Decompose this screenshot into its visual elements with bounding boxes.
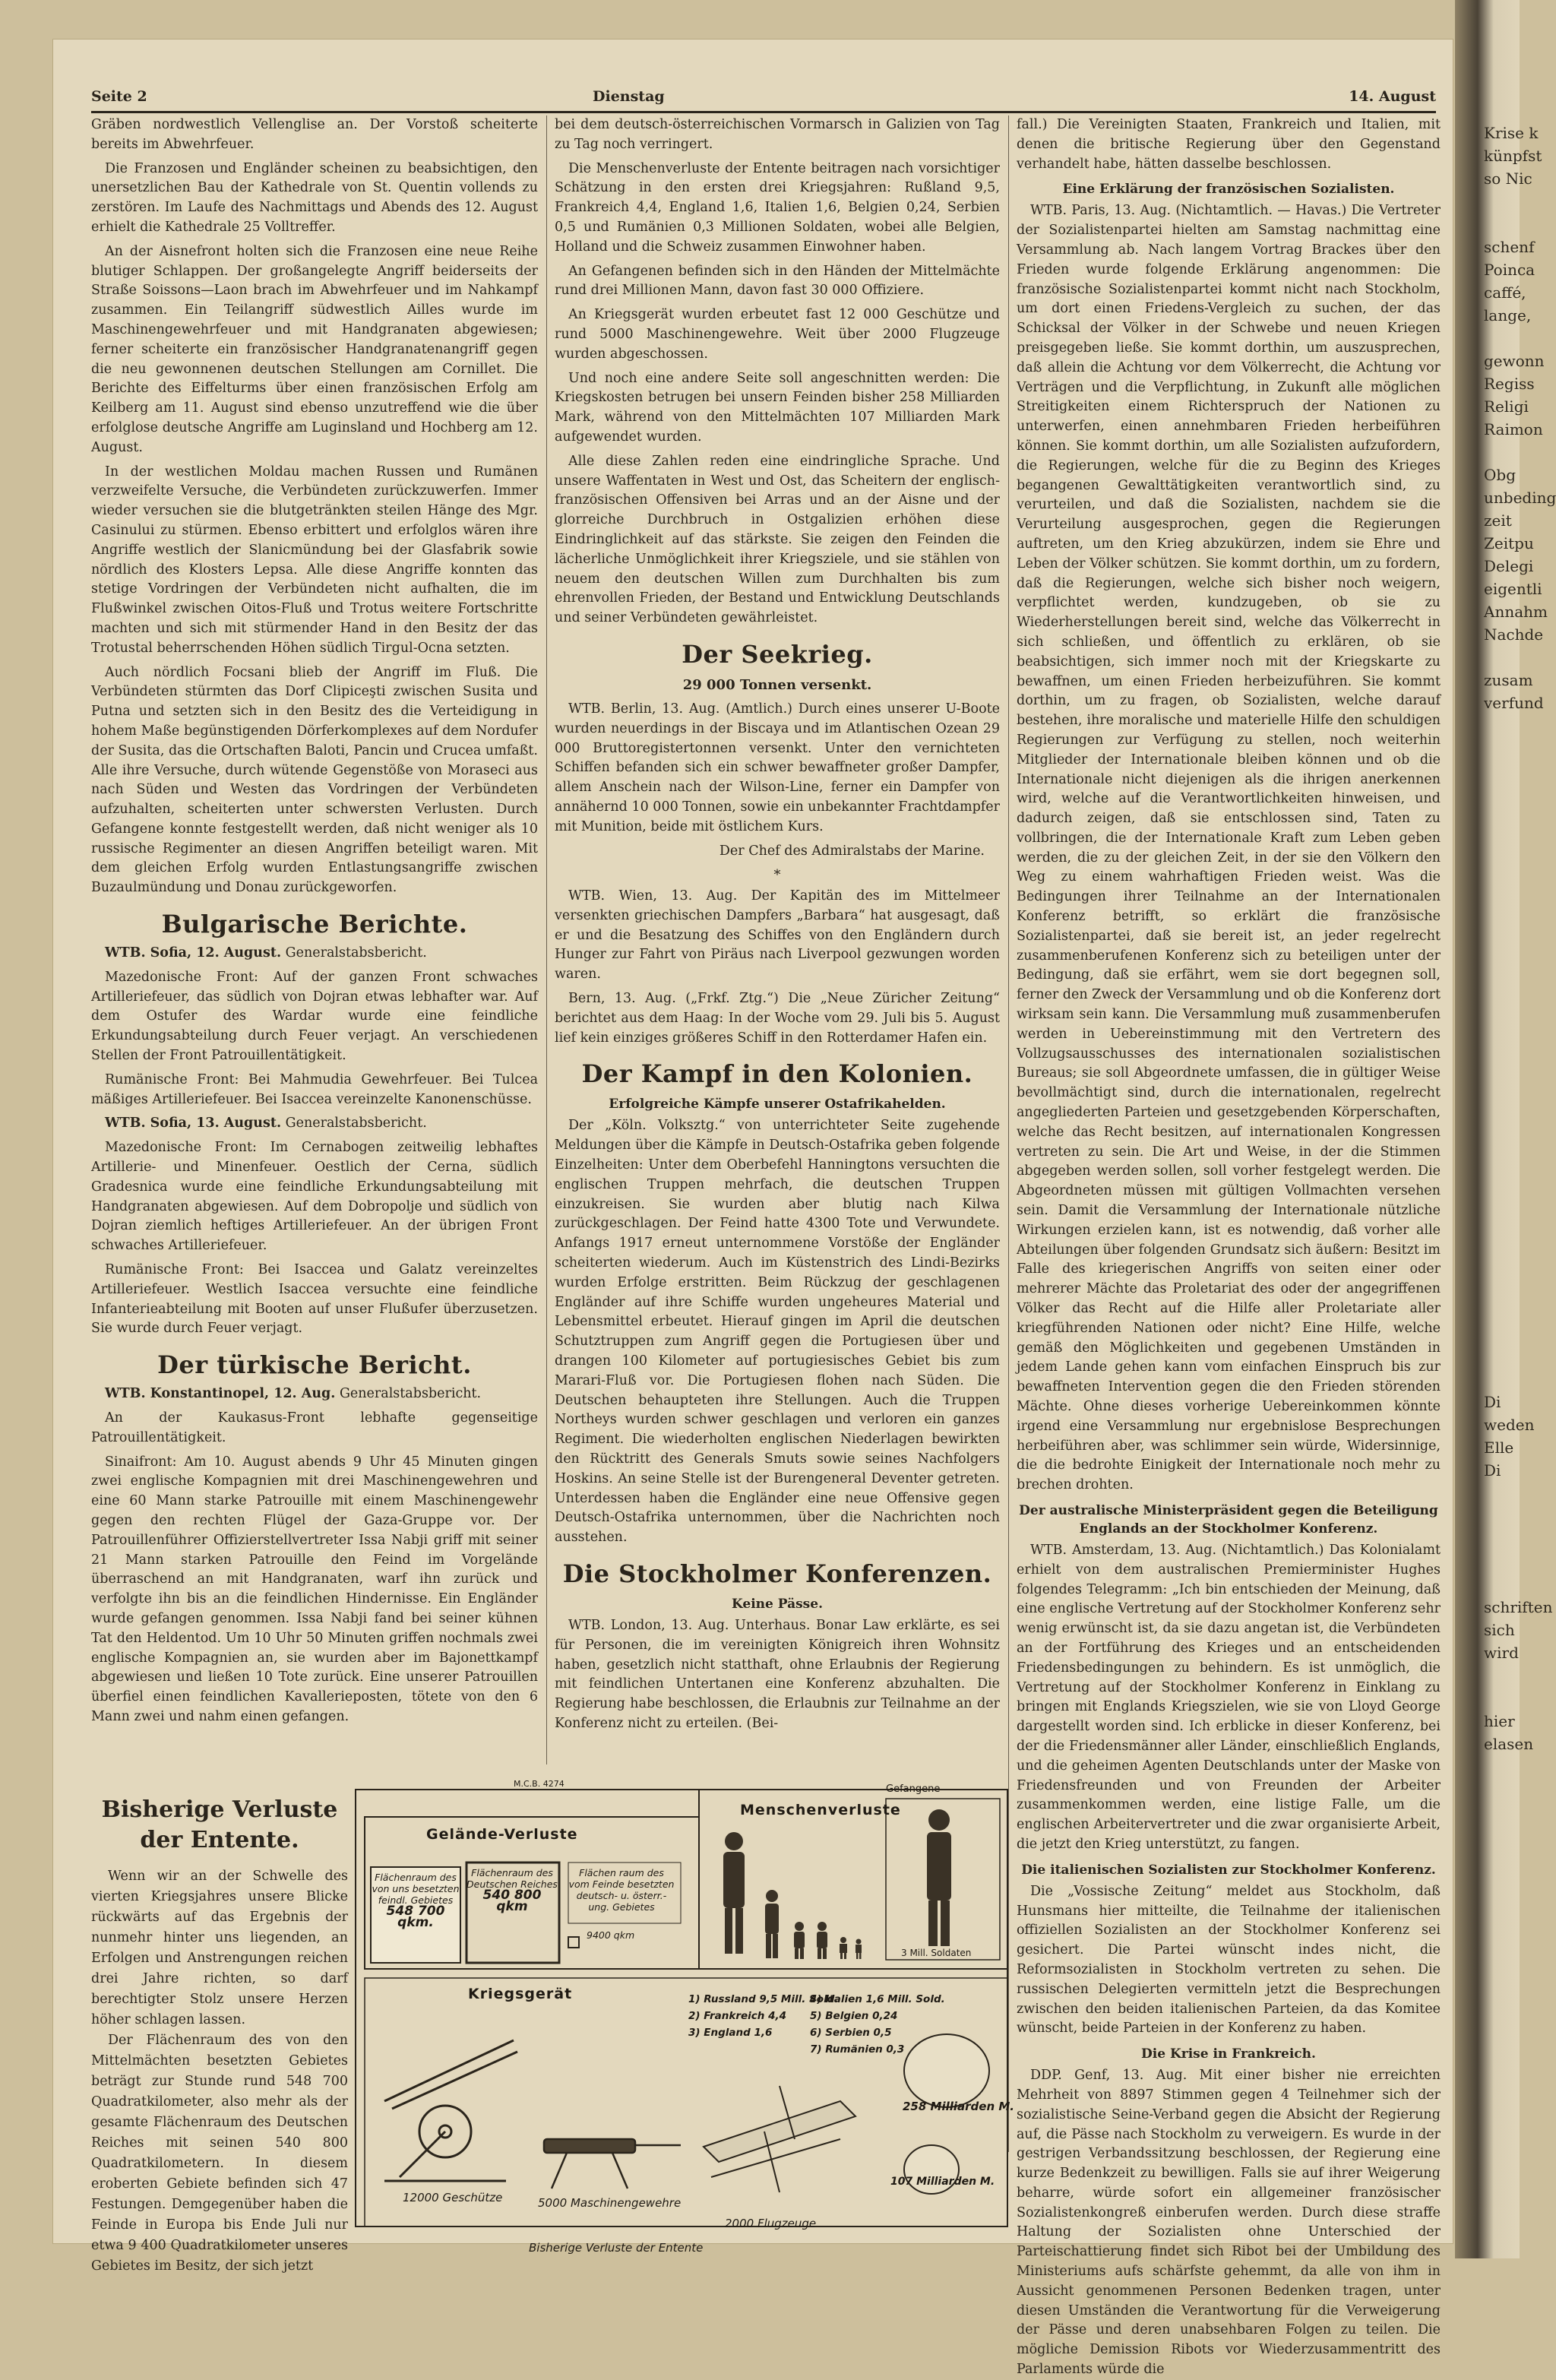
adjacent-page-fragment: Poinca <box>1484 261 1535 279</box>
adjacent-page-fragment <box>1455 1550 1552 1573</box>
soldier-figure-france <box>765 1890 779 1958</box>
article-paragraph: DDP. Genf, 13. Aug. Mit einer bisher nie erreichten Mehrheit von 8897 Stimmen gegen 4 Teilnehmer sich der sozialistische Seine-Verband gegen die Absicht der Regierung auf, die Pässe nach Stockholm zu verweigern. Es wurde in der gestrigen Verbandssitzung beschlossen, der Regierung eine kurze Bedenkzeit zu bewilligen. Falls sie auf ihrer Weigerung beharre, würde sofort ein allgemeiner französischer Sozialistenkongreß einberufen werden. Durch diese straffe Haltung der Sozialisten ohne Unterschied der Parteischattierung findet sich Ribot bei der Umbildung des Ministeriums aufs schärfste gehemmt, da alle von ihm in Aussicht genommenen Personen Bedenken tragen, unter diesen Umständen die Verantwortung für die Verweigerung der Pässe und deren unabsehbaren Folgen zu teilen. Die mögliche Demission Ribots vor Wiederzusammentritt des Parlaments würde die <box>1017 2068 1441 2378</box>
article-paragraph: Der „Köln. Volksztg.“ von unterrichteter Seite zugehende Meldungen über die Kämpfe in Deutsch-Ostafrika geben folgende Einzelheiten: Unter dem Oberbefehl Hanningtons versuchten die englischen Truppen mehrfach, die deutschen Truppen einzukreisen. Sie wurden aber blutig nach Kilwa zurückgeschlagen. Der Feind hatte 4300 Tote und Verwundete. Anfangs 1917 erneut unternommene Vorstöße der Engländer scheiterten wiederum. Auch im Küstenstrich des Lindi-Bezirks wurden Erfolge erstritten. Beim Rückzug der geschlagenen Engländer auf ihre Schiffe wurden ungeheures Material und Lebensmittel erbeutet. Hierauf gingen im April die deutschen Schutztruppen zum Angriff gegen die Portugiesen über und drangen 100 Kilometer auf portugiesisches Gebiet bis zum Marari-Fluß vor. Die Portugiesen flohen nach Süden. Die Deutschen behaupteten ihre Stellungen. Auch die Truppen Northeys wurden schwer geschlagen und verloren ein ganzes Regiment. Die wiederholten englischen Niederlagen bewirkten den Rücktritt des Generals Smuts sowie seines Nachfolgers Hoskins. An seine Stelle ist der Burengeneral Deventer getreten. Unterdessen haben die Engländer eine neue Offensive gegen Deutsch-Ostafrika unternommen, über die Nachrichten noch ausstehen. <box>555 1118 1000 1546</box>
adjacent-page-fragment <box>1455 1482 1552 1505</box>
article-paragraph: An der Aisnefront holten sich die Franzosen eine neue Reihe blutiger Schlappen. Der großangelegte Angriff beiderseits der Straße Soissons—Laon brach im Abwehrfeuer und im Nahkampf zusammen. Ein Teilangriff südwestlich Ailles wurde im Maschinengewehrfeuer und mit Handgranaten abgewiesen; ferner scheiterte ein französischer Handgranatenangriff gegen die neu gewonnenen deutschen Stellungen am Cornillet. Die Berichte des Eiffelturms über einen französischen Erfolg am Keilberg am 11. August sind ebenso unzutreffend wie die über erfolglose deutsche Angriffe am Luginsland und Hochberg am 12. August. <box>91 243 538 455</box>
adjacent-page-fragment: hier <box>1484 1712 1515 1730</box>
subheadline: Erfolgreiche Kämpfe unserer Ostafrikahelden. <box>609 1097 946 1112</box>
article-paragraph: An Kriegsgerät wurden erbeutet fast 12 000 Geschütze und rund 5000 Maschinengewehre. Weit über 2000 Flugzeuge wurden abgeschossen. <box>555 307 1000 362</box>
adjacent-page-fragment: lange, <box>1484 306 1532 324</box>
article-paragraph: Die Franzosen und Engländer scheinen zu beabsichtigen, den unersetzlichen Bau der Kathedrale von St. Quentin vollends zu zerstören. Im Laufe des Nachmittags und Abends des 12. August erhielt die Kathedrale 25 Volltreffer. <box>91 160 538 235</box>
adjacent-page-fragment: Regiss <box>1484 375 1535 393</box>
adjacent-page-fragment <box>1455 1573 1552 1596</box>
machine-gun-drawing <box>544 2139 681 2189</box>
adjacent-page-fragment: schriften <box>1484 1598 1553 1616</box>
adjacent-page-fragment <box>1455 327 1556 350</box>
subheadline-italian-socialists: Die italienischen Sozialisten zur Stockholmer Konferenz. <box>1021 1862 1436 1878</box>
materiel-title: Kriegsgerät <box>468 1986 573 2002</box>
casualties-title: Menschenverluste <box>740 1802 901 1818</box>
article-paragraph: Rumänische Front: Bei Isaccea und Galatz vereinzeltes Artilleriefeuer. Westlich Isaccea versuchte eine feindliche Infanterieabteilung mit Booten auf unser Flußufer überzusetzen. Sie wurde durch Feuer verjagt. <box>91 1262 538 1337</box>
loss-serbia: 6) Serbien 0,5 <box>810 2027 892 2039</box>
graphic-code: M.C.B. 4274 <box>514 1779 565 1789</box>
adjacent-page-fragment: gewonn <box>1484 352 1545 370</box>
article-paragraph: WTB. London, 13. Aug. Unterhaus. Bonar Law erklärte, es sei für Personen, die im vereinigten Königreich ihren Wohnsitz haben, gesetzlich nicht statthaft, ohne Erlaubnis der Regierung mit feindlichen Untertanen eine Konferenz abzuhalten. Die Regierung habe beschlossen, die Erlaubnis zur Teilnahme an der Konferenz nicht zu erteilen. (Bei- <box>555 1618 1000 1731</box>
machine-guns-label: 5000 Maschinengewehre <box>538 2196 682 2210</box>
soldier-figure-russia <box>723 1832 745 1954</box>
soldier-figure-romania <box>855 1939 862 1960</box>
soldier-figure-italy <box>817 1922 827 1959</box>
article-paragraph: Und noch eine andere Seite soll angeschnitten werden: Die Kriegskosten betrugen bei unsern Feinden bisher 258 Milliarden Mark, während von den Mittelmächten 107 Milliarden Mark aufgewendet wurden. <box>555 370 1000 445</box>
headline-stockholm: Die Stockholmer Konferenzen. <box>562 1559 992 1588</box>
article-paragraph: WTB. Paris, 13. Aug. (Nichtamtlich. — Havas.) Die Vertreter der Sozialistenpartei hielten am Samstag nachmittag eine Versammlung ab. Nach langem Vortrag Brackes über den Frieden wurde folgende Erklärung angenommen: Die französische Sozialistenpartei kommt nicht nach Stockholm, um dort einen Friedens-Vergleich zu suchen, der das Schicksal der Völker in der Schwebe und neuen Kriegen preisgegeben ließe. Sie kommt dorthin, um auszusprechen, daß allein die Achtung vor dem Völkerrecht, die Achtung vor Verträgen und die Verpflichtung, in Zukunft alle möglichen Streitigkeiten einem Richterspruch der Nationen zu unterwerfen, einen annehmbaren Frieden herbeiführen können. Sie kommt dorthin, um alle Sozialisten aufzufordern, die Regierungen, welche für die zu Beginn des Krieges begangenen Gewalttätigkeiten verantwortlich sind, zu verurteilen, und daß die Sozialisten, nachdem sie die Verurteilung ausgesprochen, gegen die Regierungen auftreten, um den Krieg abzukürzen, indem sie Ehre und Leben der Völker schützen. Sie kommt dorthin, um zu fordern, daß die Regierungen, welche sich bisher noch weigern, verpflichtet werden, kundzugeben, ob sie zu Wiederherstellungen bereit sind, welche das Völkerrecht in sich schließen, und öffentlich zu erklären, ob sie beabsichtigen, sich immer noch mit der Kriegskarte zu bewaffnen, um einen Frieden herbeizuführen. Sie kommt dorthin, um zu fragen, ob Sozialisten, welche darauf bestehen, ihre moralische und materielle Hilfe den schuldigen Regierungen zur Verfügung zu stellen, noch weiterhin Mitglieder der Internationale bleiben können und ob die Internationale nicht diejenigen als die ihrigen anerkennen wird, welche auf die Verantwortlichkeiten hinweisen, und dadurch zeigen, daß sie entschlossen sind, Taten zu vollbringen, die der Internationale Kraft zum Leben geben werden, die zu der gleichen Zeit, in der sie den Völkern den Weg zu einem wahrhaftigen Frieden weist. Was die Bedingungen ihrer Teilnahme an der Internationalen Konferenz betrifft, so erklärt die französische Sozialistenpartei, daß sie bereit ist, an jeder regelrecht zusammenberufenen Konferenz sich zu beteiligen unter der Bedingung, daß sie erfährt, wem sie dort begegnen soll, ferner den Zweck der Versammlung und ob die Konferenz dort wirksam sein kann. Die Versammlung muß zusammenberufen werden in Uebereinstimmung mit den Vertretern des Vollzugsausschusses des internationalen sozialistischen Bureaus; sie soll Abgeordnete umfassen, die in gültiger Weise bevollmächtigt sind, durch die internationalen, regelrecht angegliederten Parteien und gesetzgebenden Körperschaften, welche das Recht besitzen, auf internationalen Kongressen vertreten zu sein. Die Art und Weise, in der die Stimmen abgegeben werden sollen, soll vorher festgelegt werden. Die Abgeordneten müssen mit gültigen Vollmachten versehen sein. Damit die Versammlung der Internationale nützliche Wirkungen erzielen kann, ist es notwendig, daß vorher alle Abteilungen über folgenden Grundsatz sich äußern: Besitzt im Falle des kriegerischen Angriffs von seiten einer oder mehrerer Mächte das Proletariat des oder der angegriffenen Völker das Recht auf die Hilfe aller Proletariate aller kriegführenden Nationen oder nicht? Eine Hilfe, welche gemäß den Möglichkeiten und gegebenen Umständen in jedem Lande gehen kann vom einfachen Einspruch bis zur bewaffneten Intervention gegen die den Frieden störenden Mächte. Ohne dieses vorherige Uebereinkommen könnte irgend eine Versammlung nur ergebnislose Besprechungen herbeiführen aber, was schlimmer sein würde, Widersinnige, die die bedrohte Einigkeit der Internationale noch mehr zu brechen drohten. <box>1017 203 1441 1493</box>
article-paragraph: Mazedonische Front: Im Cernabogen zeitweilig lebhaftes Artillerie- und Minenfeuer. Oestlich der Cerna, südlich Gradesnica wurde eine feindliche Erkundungsabteilung mit Handgranaten abgewiesen. Auf dem Dobropolje und südlich von Dojran ziemlich heftiges Artilleriefeuer. An der übrigen Front schwaches Artilleriefeuer. <box>91 1140 538 1254</box>
loss-italy: 4) Italien 1,6 Mill. Sold. <box>810 1993 945 2005</box>
adjacent-page-fragment: Zeitpu <box>1484 534 1534 552</box>
prisoners-title: Gefangene <box>886 1783 941 1795</box>
adjacent-page-text-top <box>1455 122 1556 714</box>
adjacent-page-fragment: caffé, <box>1484 283 1526 302</box>
article-paragraph: Wenn wir an der Schwelle des vierten Kriegsjahres unsere Blicke rückwärts auf das Ergebnis der nunmehr hinter uns liegenden, an Erfolgen und Anstrengungen reichen drei Jahre richten, so darf berechtigter Stolz unsere Herzen höher schlagen lassen. <box>91 1869 348 2027</box>
headline-entente-losses: Bisherige Verluste der Entente. <box>101 1796 338 1853</box>
column-1 <box>91 116 538 1790</box>
adjacent-page-fragment: Di <box>1484 1393 1501 1411</box>
adjacent-page-fragment: wird <box>1484 1644 1519 1662</box>
article-paragraph: WTB. Berlin, 13. Aug. (Amtlich.) Durch eines unserer U-Boote wurden neuerdings in der Biscaya und im Atlantischen Ozean 29 000 Bruttoregistertonnen versenkt. Unter den vernichteten Schiffen befanden sich ein schwer bewaffneter großer Dampfer, allem Anschein nach der Wilson-Line, ferner ein Dampfer von annähernd 10 000 Tonnen, sowie ein unbekannter Frachtdampfer mit Munition, beide mit östlichem Kurs. <box>555 701 1000 834</box>
article-paragraph: Sinaifront: Am 10. August abends 9 Uhr 45 Minuten gingen zwei englische Kompagnien mit drei Maschinengewehren und eine 60 Mann starke Patrouille mit einem Maschinengewehr gegen den rechten Flügel der Gaza-Gruppe vor. Der Patrouillenführer Offizierstellvertreter Issa Nabji griff mit seiner 21 Mann starken Patrouille den Feind im Vorgelände überraschend an mit Handgranaten, warf ihn zurück und verfolgte ihn bis an die feindlichen Hindernisse. Ein Engländer wurde gefangen genommen. Issa Nabji fand bei seiner kühnen Tat den Heldentod. Um 10 Uhr 50 Minuten griffen nochmals zwei englische Kompagnien an, sie wurden aber im Bajonettkampf abgewiesen und ließen 10 Tote zurück. Eine unserer Patrouillen überfiel einen feindlichen Kavallerieposten, tötete von den 6 Mann zwei und nahm einen gefangen. <box>91 1454 538 1724</box>
subheadline-australia: Der australische Ministerpräsident gegen die Beteiligung Englands an der Stockholmer Konferenz. <box>1019 1502 1438 1537</box>
guns-label: 12000 Geschütze <box>403 2191 503 2204</box>
subheadline-french-socialists: Eine Erklärung der französischen Sozialisten. <box>1062 182 1395 198</box>
column-3 <box>1017 116 1441 2378</box>
adjacent-page-edge <box>1455 0 1556 2258</box>
headline-bulgarian-reports: Bulgarische Berichte. <box>161 910 468 939</box>
aircraft-label: 2000 Flugzeuge <box>725 2217 817 2230</box>
adjacent-page-fragment <box>1455 1505 1552 1527</box>
header-day: Dienstag <box>593 88 665 105</box>
adjacent-page-fragment: sich <box>1484 1621 1515 1639</box>
separator: * <box>773 867 781 884</box>
adjacent-page-fragment: Raimon <box>1484 420 1543 438</box>
reich-area-label: Flächenraum des Deutschen Reiches 540 800 qkm <box>466 1867 558 1914</box>
airplane-drawing <box>704 2086 855 2192</box>
adjacent-page-fragment <box>1455 1664 1552 1687</box>
signature: Der Chef des Admiralstabs der Marine. <box>719 843 985 859</box>
article-paragraph: Rumänische Front: Bei Mahmudia Gewehrfeuer. Bei Tulcea mäßiges Artilleriefeuer. Bei Isaccea vereinzelte Kanonenschüsse. <box>91 1071 538 1107</box>
adjacent-page-fragment: so Nic <box>1484 169 1532 188</box>
adjacent-page-fragment <box>1455 441 1556 464</box>
loss-france: 2) Frankreich 4,4 <box>688 2010 787 2022</box>
enemy-held-label: Flächen raum des vom Feinde besetzten deutsch- u. österr.-ung. Gebietes 9400 qkm <box>568 1867 675 1941</box>
headline-turkish-report: Der türkische Bericht. <box>157 1350 472 1380</box>
subheadline: 29 000 Tonnen versenkt. <box>682 676 872 693</box>
article-paragraph: Auch nördlich Focsani blieb der Angriff im Fluß. Die Verbündeten stürmten das Dorf Clipiceşti zwischen Susita und Putna und setzten sich in den Besitz des die Verteidigung in hohem Maße begünstigenden Dörferkomplexes auf dem Nordufer der Susita, das die Ortschaften Baloti, Pancin und Crucea umfaßt. Alle ihre Versuche, durch wütende Gegenstöße von Moraseci aus nach Süden und Westen das Vordringen der Verbündeten aufzuhalten, scheiterten unter schwersten Verlusten. Durch Gefangene konnte festgestellt werden, daß nicht weniger als 10 russische Regimenter an diesen Angriffen beteiligt waren. Mit dem gleichen Erfolg wurden Entlastungsangriffe zwischen Buzaulmündung und Donau zurückgeworfen. <box>91 664 538 896</box>
article-paragraph: Der Flächenraum des von den Mittelmächten besetzten Gebietes beträgt zur Stunde rund 548 700 Quadratkilometer, also mehr als der gesamte Flächenraum des Deutschen Reiches mit seinen 540 800 Quadratkilometern. In diesem eroberten Gebiete befinden sich 47 Festungen. Demgegenüber haben die Feinde in Europa bis Ende Juli nur etwa 9 400 Quadratkilometer unseres Gebietes im Besitz, der sich jetzt <box>91 2033 348 2274</box>
adjacent-page-fragment <box>1455 213 1556 236</box>
prisoners-count: 3 Mill. Soldaten <box>901 1948 972 1958</box>
header-date: 14. August <box>1349 88 1436 105</box>
article-paragraph: Alle diese Zahlen reden eine eindringliche Sprache. Und unsere Waffentaten in West und Ost, das Scheitern der englisch-französischen Offensiven bei Arras und an der Aisne und der glorreiche Durchbruch in Ostgalizien erhöhen diese Eindringlichkeit auf das stärkste. Sie zeigen den Feinden die lächerliche Unmöglichkeit ihrer Kriegsziele, und sie stählen von neuem den deutschen Willen zum Durchhalten bis zum ehrenvollen Frieden, der Bestand und Entwicklung Deutschlands und seiner Verbündeten gewährleistet. <box>555 453 1000 626</box>
adjacent-page-fragment: zusam <box>1484 671 1533 689</box>
loss-romania: 7) Rumänien 0,3 <box>810 2043 905 2056</box>
adjacent-page-fragment: Elle <box>1484 1438 1514 1457</box>
page-header <box>91 85 1436 113</box>
adjacent-page-fragment: schenf <box>1484 238 1535 256</box>
money-bags <box>904 2034 989 2194</box>
adjacent-page-fragment: Religi <box>1484 397 1529 416</box>
article-paragraph: bei dem deutsch-österreichischen Vormarsch in Galizien von Tag zu Tag noch verringert. <box>555 117 1000 152</box>
article-paragraph: In der westlichen Moldau machen Russen und Rumänen verzweifelte Versuche, die Verbündeten zurückzuwerfen. Immer wieder versuchen sie die blutgetränkten steilen Hänge des Mgr. Casinului zu stürmen. Ebenso erbittert und erfolglos wären ihre Angriffe westlich der Slanicmündung bei der Glasfabrik sowie nördlich des Klosters Lepsa. Alle diese Angriffe konnten das stetige Vordringen der Verbündeten nicht aufhalten, die im Flußwinkel zwischen Oitos-Fluß und Trotus weitere Fortschritte machten und sich mit stürmender Hand in den Besitz der das Trotustal beherrschenden Höhen südlich Tirgul-Ocna setzten. <box>91 464 538 656</box>
article-paragraph: Die „Vossische Zeitung“ meldet aus Stockholm, daß Hunsmans hier mitteilte, die Teilnahme der italienischen offiziellen Sozialisten an der Stockholmer Konferenz sei gesichert. Die Partei wünscht indes nicht, die Reformsozialisten in Stockholm vertreten zu sehen. Die russischen Delegierten vermitteln jetzt die Besprechungen zwischen den beiden italienischen Parteien, da das Komitee wünscht, beide Parteien in der Konferenz zu haben. <box>1017 1883 1441 2037</box>
dateline: WTB. Sofia, 12. August. Generalstabsbericht. <box>105 945 427 961</box>
soldier-figure-england <box>794 1922 805 1959</box>
subheadline: Keine Pässe. <box>732 1597 823 1612</box>
adjacent-page-fragment <box>1455 1527 1552 1550</box>
artillery-drawing <box>384 2040 517 2181</box>
adjacent-page-fragment <box>1455 1687 1552 1710</box>
adjacent-page-fragment: verfund <box>1484 694 1544 712</box>
enemy-cost-label: 258 Milliarden M. <box>903 2100 1014 2113</box>
dateline: WTB. Konstantinopel, 12. Aug. Generalstabsbericht. <box>105 1386 482 1402</box>
prisoner-figure <box>927 1809 951 1946</box>
adjacent-page-fragment: unbeding <box>1484 489 1556 507</box>
adjacent-page-fragment: zeit <box>1484 511 1512 530</box>
adjacent-page-fragment: Obg <box>1484 466 1516 484</box>
subheadline-crisis-france: Die Krise in Frankreich. <box>1141 2046 1316 2062</box>
page-number: Seite 2 <box>91 88 147 105</box>
loss-belgium: 5) Belgien 0,24 <box>810 2010 898 2022</box>
central-cost-label: 107 Milliarden M. <box>890 2176 995 2188</box>
adjacent-page-fragment: Di <box>1484 1461 1501 1480</box>
loss-russia: 1) Russland 9,5 Mill. Sold. <box>688 1993 839 2005</box>
loss-england: 3) England 1,6 <box>688 2027 773 2039</box>
article-paragraph: WTB. Amsterdam, 13. Aug. (Nichtamtlich.) Das Kolonialamt erhielt von dem australischen Premierminister Hughes folgendes Telegramm: „Ich bin entschieden der Meinung, daß eine englische Vertretung auf der Stockholmer Konferenz sehr wenig erwünscht ist, da sie dazu angetan ist, die Verbündeten an der Fortführung des Krieges und an entscheidenden Friedensbedingungen zu behindern. Es ist unmöglich, die Vertretung auf der Stockholmer Konferenz in Einklang zu bringen mit Englands Kriegszielen, wie sie von Lloyd George dargestellt worden sind. Ich erblicke in dieser Konferenz, bei der die Friedensmänner aller Länder, einschließlich Englands, und die geheimen Agenten Deutschlands unter der Maske von Friedensfreunden und von Freunden der Arbeiter zusammenkommen werden, eine listige Falle, um die englischen Arbeitervertreter und die zwar organisierte Arbeit, die jetzt den Krieg unterstützt, zu fangen. <box>1017 1542 1441 1852</box>
graphic-caption: Bisherige Verluste der Entente <box>529 2241 704 2255</box>
adjacent-page-fragment: künpfst <box>1484 147 1542 165</box>
article-paragraph: An der Kaukasus-Front lebhafte gegenseitige Patrouillentätigkeit. <box>91 1410 538 1445</box>
article-paragraph: An Gefangenen befinden sich in den Händen der Mittelmächte rund drei Millionen Mann, davon fast 30 000 Offiziere. <box>555 263 1000 299</box>
adjacent-page-fragment <box>1455 190 1556 213</box>
article-paragraph: WTB. Wien, 13. Aug. Der Kapitän des im Mittelmeer versenkten griechischen Dampfers „Barbara“ hat ausgesagt, daß er und die Besatzung des Schiffes von den Engländern durch Hunger zur Fahrt von Piräus nach Liverpool gezwungen worden waren. <box>555 888 1000 983</box>
column-2 <box>555 116 1000 1757</box>
occupied-area-label: Flächenraum des von uns besetzten feindl. Gebietes 548 700 qkm. <box>372 1872 460 1930</box>
adjacent-page-fragment: Annahm <box>1484 603 1548 621</box>
headline-naval-war: Der Seekrieg. <box>682 639 873 669</box>
article-paragraph: Die Menschenverluste der Entente beitragen nach vorsichtiger Schätzung in den ersten drei Kriegsjahren: Rußland 9,5, Frankreich 4,4, England 1,6, Italien 1,6, Belgien 0,24, Serbien 0,5 und Rumänien 0,3 Millionen Soldaten, wobei alle Belgien, Holland und die Schweiz zusammen Einwohner haben. <box>555 160 1000 255</box>
article-paragraph: Bern, 13. Aug. („Frkf. Ztg.“) Die „Neue Züricher Zeitung“ berichtet aus dem Haag: In der Woche vom 29. Juli bis 5. August lief kein einziges größeres Schiff in den Rotterdamer Hafen ein. <box>555 991 1000 1046</box>
losses-article <box>91 1795 348 2274</box>
dateline: WTB. Sofia, 13. August. Generalstabsbericht. <box>105 1116 427 1131</box>
adjacent-page-fragment: eigentli <box>1484 580 1542 598</box>
adjacent-page-fragment <box>1455 646 1556 669</box>
adjacent-page-fragment: weden <box>1484 1416 1535 1434</box>
losses-infographic <box>354 1779 1014 2255</box>
headline-colonies: Der Kampf in den Kolonien. <box>581 1059 973 1089</box>
territory-title: Gelände-Verluste <box>426 1826 578 1843</box>
adjacent-page-fragment: Nachde <box>1484 625 1544 644</box>
adjacent-page-text-bottom <box>1455 1391 1552 1755</box>
adjacent-page-fragment: Delegi <box>1484 557 1534 575</box>
adjacent-page-fragment: Krise k <box>1484 124 1539 142</box>
column-rule <box>546 116 547 1764</box>
adjacent-page-fragment: elasen <box>1484 1735 1534 1753</box>
article-paragraph: fall.) Die Vereinigten Staaten, Frankreich und Italien, mit denen die britische Regierung über den Gegenstand verhandelt habe, hätten dasselbe beschlossen. <box>1017 117 1441 172</box>
article-paragraph: Gräben nordwestlich Vellenglise an. Der Vorstoß scheiterte bereits im Abwehrfeuer. <box>91 117 538 152</box>
article-paragraph: Mazedonische Front: Auf der ganzen Front schwaches Artilleriefeuer, das südlich von Dojran etwas lebhafter war. Auf dem Ostufer des Wardar wurde eine feindliche Erkundungsabteilung durch Feuer verjagt. An verschiedenen Stellen der Front Patrouillentätigkeit. <box>91 969 538 1064</box>
infographic-drawing <box>354 1782 1010 2238</box>
soldier-figure-serbia <box>840 1937 847 1959</box>
